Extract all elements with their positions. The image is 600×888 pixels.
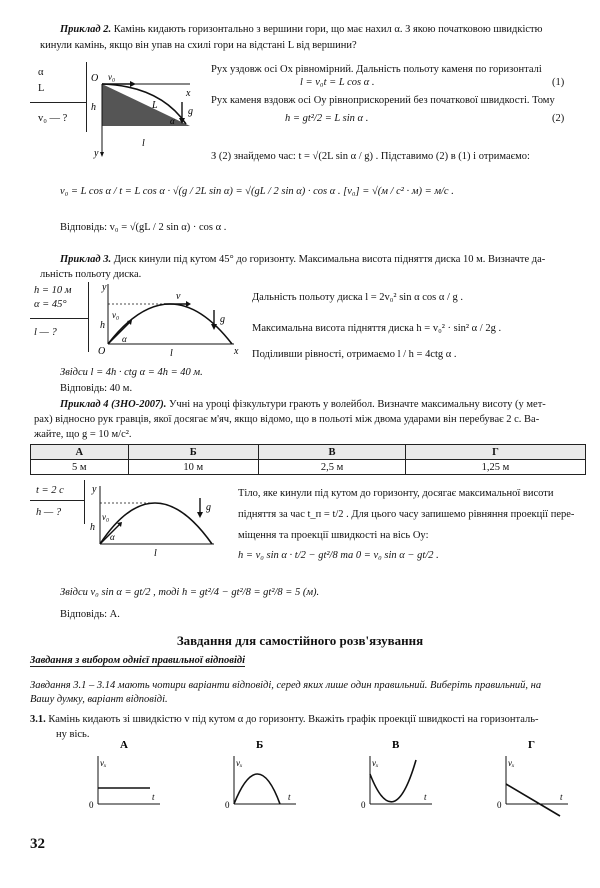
section-intro1: Завдання 3.1 – 3.14 мають чотири варіанти відповіді, серед яких лише один правильний. Виберіть правильний, на [30, 680, 542, 691]
label-g: g [220, 314, 225, 325]
label-vx: vₓ [508, 758, 515, 768]
example3-line3: Поділивши рівності, отримаємо l / h = 4ctg α . [252, 349, 457, 360]
example2-answer: Відповідь: v₀ = √(gL / 2 sin α) · cos α . [60, 222, 227, 233]
label-v: v [176, 291, 181, 302]
option-a-label: А [120, 739, 128, 751]
example2-given1: α [38, 67, 44, 78]
answer-header-b: Б [128, 445, 259, 460]
label-alpha: α [110, 532, 115, 542]
example2-text2: кинули камінь, якщо він упав на схилі гори на відстані L від вершини? [40, 40, 357, 51]
example2-text1: Камінь кидають горизонтально з вершини гори, що має нахил α. З якою початковою швидкістю [113, 24, 543, 35]
label-y: y [94, 148, 99, 159]
option-c-label: В [392, 739, 400, 751]
example4-line3: міщення та проекції швидкості на вісь Oy: [238, 530, 429, 541]
option-d-label: Г [528, 739, 535, 751]
vx-plot-line [506, 784, 560, 816]
answer-header-a: А [31, 445, 129, 460]
example4-title-line [60, 397, 546, 412]
answer-header-c: В [259, 445, 406, 460]
example3-given2: α = 45° [34, 299, 67, 310]
example2-find: v₀ — ? [38, 113, 68, 124]
example4-given1: t = 2 с [36, 485, 64, 496]
label-vx: vₓ [100, 758, 107, 768]
section-intro2: Вашу думку, варіант відповіді. [30, 694, 168, 705]
example3-title-line [60, 252, 545, 267]
label-x: x [186, 88, 191, 99]
example4-text2: рах) відносно рук гравців, якої досягає м'яч, якщо відомо, що в польоті між двома ударами він перебуває 2 с. Ва- [34, 414, 540, 425]
example4-title: Приклад 4 (ЗНО-2007). [60, 399, 167, 410]
task31-line1 [30, 712, 539, 727]
answer-value-a: 5 м [31, 460, 129, 475]
section-subtitle: Завдання з вибором однієї правильної відповіді [30, 655, 246, 666]
example2-figure [90, 68, 200, 158]
label-l: l [170, 348, 173, 359]
v-arrow-icon [186, 301, 191, 307]
label-t: t [424, 792, 427, 802]
example2-title-line [60, 22, 542, 37]
example4-eq: h = v₀ sin α · t/2 − gt²/8 та 0 = v₀ sin α − gt/2 . [238, 550, 439, 561]
answer-header-d: Г [406, 445, 586, 460]
example3-text1: Диск кинули під кутом 45° до горизонту. Максимальна висота підняття диска 10 м. Визначте да- [113, 254, 546, 265]
label-vx: vₓ [236, 758, 243, 768]
example4-text1: Учні на уроці фізкультури грають у волейбол. Визначте максимальну висоту (у мет- [168, 399, 546, 410]
answer-value-c: 2,5 м [259, 460, 406, 475]
option-a-graph [86, 740, 166, 812]
section-title: Завдання для самостійного розв'язування [176, 633, 424, 648]
task31-text1: Камінь кидають зі швидкістю v під кутом α до горизонту. Вкажіть графік проекції швидкості на горизонталь- [48, 714, 539, 725]
option-d-graph [494, 740, 574, 812]
label-g: g [206, 502, 211, 513]
example2-given2: L [38, 83, 45, 94]
label-zero: 0 [89, 800, 94, 810]
example2-line3: З (2) знайдемо час: t = √(2L sin α / g) . Підставимо (2) в (1) і отримаємо: [211, 151, 530, 162]
option-c-graph [358, 740, 438, 812]
example2-eq2-num: (2) [552, 113, 565, 124]
label-O: O [98, 346, 106, 357]
example2-given-rule [86, 62, 87, 132]
example3-line1: Дальність польоту диска l = 2v₀² sin α cos α / g . [252, 292, 464, 303]
example3-given1: h = 10 м [34, 285, 72, 296]
example4-text3: жайте, що g = 10 м/с². [34, 429, 132, 440]
example4-line1: Тіло, яке кинули під кутом до горизонту, досягає максимальної висоти [238, 488, 554, 499]
label-x: x [234, 346, 239, 357]
example4-figure [88, 484, 228, 564]
example2-given-divider [30, 102, 86, 103]
example3-given-divider [30, 318, 88, 319]
example4-find: h — ? [36, 507, 62, 518]
option-b-graph [222, 740, 302, 812]
answer-value-b: 10 м [128, 460, 259, 475]
label-O: O [91, 73, 99, 84]
trajectory-curve [100, 503, 212, 544]
answer-table [30, 444, 586, 475]
example4-answer: Відповідь: А. [60, 609, 120, 620]
label-y: y [102, 282, 107, 293]
example4-line4: Звідси v₀ sin α = gt/2 , тоді h = gt²/4 − gt²/8 = gt²/8 = 5 (м). [60, 587, 320, 598]
example2-eq3: v₀ = L cos α / t = L cos α · √(g / 2L sin α) = √(gL / 2 sin α) · cos α . [v₀] = √(м / с² · м) = м/с . [60, 186, 454, 197]
example2-eq1: l = v₀t = L cos α . [300, 77, 375, 88]
label-alpha: α [170, 116, 175, 126]
example2-line1: Рух уздовж осі Ox рівномірний. Дальність польоту каменя по горизонталі [211, 64, 542, 75]
example3-line4: Звідси l = 4h · ctg α = 4h = 40 м. [60, 367, 203, 378]
example4-line2: підняття за час t_п = t/2 . Для цього часу запишемо рівняння проекції пере- [238, 509, 575, 520]
task31-num: 3.1. [30, 714, 46, 725]
example3-given-rule [88, 282, 89, 352]
answer-value-d: 1,25 м [406, 460, 586, 475]
page-number: 32 [30, 836, 45, 852]
option-b-label: Б [256, 739, 264, 751]
label-t: t [560, 792, 563, 802]
label-L: L [152, 100, 158, 111]
example2-eq2: h = gt²/2 = L sin α . [285, 113, 369, 124]
label-v0: v₀ [112, 310, 120, 320]
example3-line2: Максимальна висота підняття диска h = v₀² · sin² α / 2g . [252, 323, 502, 334]
example2-line2: Рух каменя вздовж осі Oy рівноприскорений без початкової швидкості. Тому [211, 95, 555, 106]
g-arrow-icon [197, 512, 203, 518]
label-zero: 0 [225, 800, 230, 810]
y-axis-arrow-icon [100, 152, 104, 157]
slope-triangle [102, 84, 190, 126]
task31-text2: ну вісь. [56, 729, 90, 740]
answer-table-header [31, 445, 586, 460]
label-v0: v₀ [102, 512, 110, 522]
label-g: g [188, 106, 193, 117]
example3-answer: Відповідь: 40 м. [60, 383, 133, 394]
label-alpha: α [122, 334, 127, 344]
label-h: h [100, 320, 105, 331]
label-vx: vₓ [372, 758, 379, 768]
example3-find: l — ? [34, 327, 57, 338]
label-y: y [92, 484, 97, 495]
example4-given-divider [30, 500, 84, 501]
label-l: l [142, 138, 145, 149]
label-zero: 0 [361, 800, 366, 810]
example3-figure [94, 282, 244, 362]
example4-given-rule [84, 480, 85, 524]
example2-title: Приклад 2. [60, 24, 112, 35]
example3-text2: льність польоту диска. [40, 269, 142, 280]
label-zero: 0 [497, 800, 502, 810]
label-l: l [154, 548, 157, 559]
v0-arrow-icon [130, 81, 136, 87]
example3-title: Приклад 3. [60, 254, 112, 265]
label-t: t [288, 792, 291, 802]
vx-plot-curve [234, 774, 280, 804]
example2-eq1-num: (1) [552, 77, 565, 88]
answer-table-values [31, 460, 586, 475]
label-v0: v₀ [108, 72, 116, 82]
label-h: h [91, 102, 96, 113]
label-t: t [152, 792, 155, 802]
label-h: h [90, 522, 95, 533]
